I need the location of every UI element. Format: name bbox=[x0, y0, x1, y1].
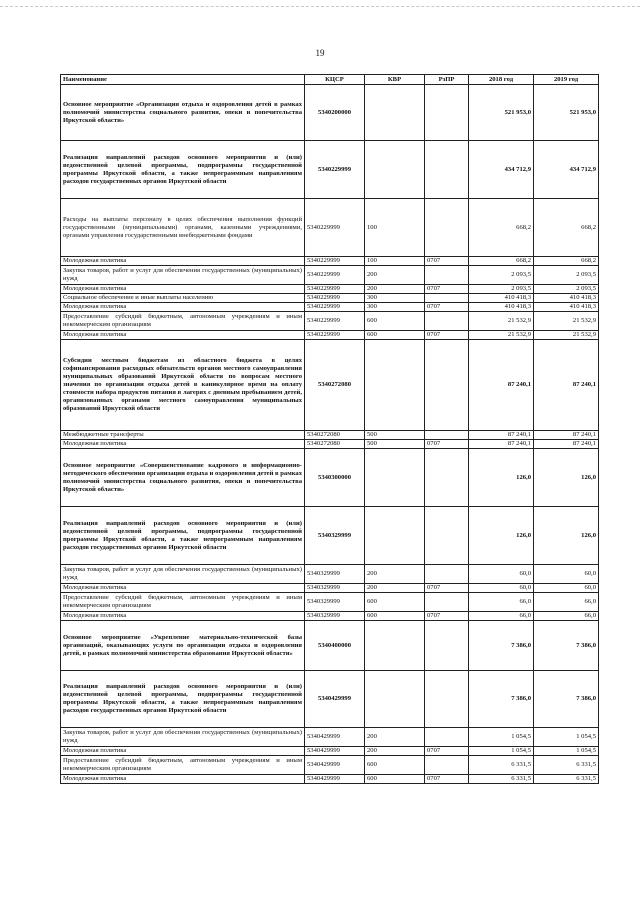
row-amount-2018: 66,0 bbox=[469, 593, 534, 612]
table-row bbox=[61, 565, 599, 584]
row-amount-2019: 60,0 bbox=[534, 584, 599, 593]
row-rzpr bbox=[425, 507, 469, 565]
row-rzpr bbox=[425, 565, 469, 584]
row-kvr: 200 bbox=[365, 584, 425, 593]
row-amount-2019: 60,0 bbox=[534, 565, 599, 584]
row-name: Закупка товаров, работ и услуг для обеспечения государственных (муниципальных) нужд bbox=[61, 565, 305, 584]
row-amount-2018: 7 386,0 bbox=[469, 621, 534, 671]
table-row bbox=[61, 312, 599, 331]
row-kcsr: 5340229999 bbox=[305, 257, 365, 266]
row-amount-2018: 87 240,1 bbox=[469, 440, 534, 449]
row-rzpr: 0707 bbox=[425, 331, 469, 340]
row-kcsr: 5340429999 bbox=[305, 728, 365, 747]
row-amount-2018: 126,0 bbox=[469, 507, 534, 565]
row-kcsr: 5340272080 bbox=[305, 440, 365, 449]
row-rzpr bbox=[425, 312, 469, 331]
row-name: Молодежная политика bbox=[61, 612, 305, 621]
row-rzpr bbox=[425, 85, 469, 141]
row-kvr: 600 bbox=[365, 756, 425, 775]
row-kcsr: 5340300000 bbox=[305, 449, 365, 507]
row-amount-2018: 668,2 bbox=[469, 199, 534, 257]
table-row bbox=[61, 671, 599, 728]
row-amount-2018: 7 386,0 bbox=[469, 671, 534, 728]
row-kcsr: 5340429999 bbox=[305, 756, 365, 775]
table-row bbox=[61, 257, 599, 266]
row-name: Основное мероприятие «Укрепление материально-технической базы организаций, оказывающих услуги по организации отдыха и оздоровления детей, в рамках полномочий министерства образования Иркутской области» bbox=[61, 621, 305, 671]
row-name: Реализация направлений расходов основного мероприятия и (или) ведомственной целевой программы, подпрограммы государственной программы Иркутской области, а также непрограммным направлениям расходов государственных органов Иркутской области bbox=[61, 507, 305, 565]
row-rzpr bbox=[425, 756, 469, 775]
row-kcsr: 5340229999 bbox=[305, 199, 365, 257]
column-header-rzpr: РзПР bbox=[425, 75, 469, 85]
row-kcsr: 5340229999 bbox=[305, 285, 365, 294]
row-kcsr: 5340200000 bbox=[305, 85, 365, 141]
row-kcsr: 5340429999 bbox=[305, 775, 365, 784]
row-rzpr: 0707 bbox=[425, 747, 469, 756]
row-kcsr: 5340229999 bbox=[305, 141, 365, 199]
row-name: Предоставление субсидий бюджетным, автономным учреждениям и иным некоммерческим организациям bbox=[61, 312, 305, 331]
row-kvr: 200 bbox=[365, 728, 425, 747]
row-kcsr: 5340329999 bbox=[305, 612, 365, 621]
row-amount-2018: 410 418,3 bbox=[469, 294, 534, 303]
row-rzpr: 0707 bbox=[425, 612, 469, 621]
table-row bbox=[61, 285, 599, 294]
row-rzpr bbox=[425, 431, 469, 440]
table-row bbox=[61, 85, 599, 141]
row-amount-2019: 6 331,5 bbox=[534, 775, 599, 784]
row-amount-2019: 126,0 bbox=[534, 507, 599, 565]
row-amount-2018: 60,0 bbox=[469, 584, 534, 593]
budget-table bbox=[60, 74, 599, 784]
row-kvr: 200 bbox=[365, 266, 425, 285]
row-rzpr bbox=[425, 593, 469, 612]
row-amount-2019: 1 054,5 bbox=[534, 747, 599, 756]
table-row bbox=[61, 593, 599, 612]
row-kcsr: 5340329999 bbox=[305, 565, 365, 584]
page-number: 19 bbox=[315, 48, 325, 58]
row-name: Предоставление субсидий бюджетным, автономным учреждениям и иным некоммерческим организациям bbox=[61, 756, 305, 775]
row-name: Молодежная политика bbox=[61, 440, 305, 449]
row-kvr bbox=[365, 141, 425, 199]
row-rzpr bbox=[425, 141, 469, 199]
column-header-2018: 2018 год bbox=[469, 75, 534, 85]
row-rzpr: 0707 bbox=[425, 584, 469, 593]
table-row bbox=[61, 747, 599, 756]
row-name: Предоставление субсидий бюджетным, автономным учреждениям и иным некоммерческим организациям bbox=[61, 593, 305, 612]
row-kvr: 300 bbox=[365, 303, 425, 312]
row-amount-2019: 66,0 bbox=[534, 593, 599, 612]
table-row bbox=[61, 775, 599, 784]
row-rzpr: 0707 bbox=[425, 303, 469, 312]
row-kvr: 600 bbox=[365, 612, 425, 621]
row-rzpr bbox=[425, 728, 469, 747]
table-row bbox=[61, 621, 599, 671]
row-kvr: 100 bbox=[365, 199, 425, 257]
row-name: Молодежная политика bbox=[61, 747, 305, 756]
row-amount-2019: 87 240,1 bbox=[534, 440, 599, 449]
row-amount-2019: 21 532,9 bbox=[534, 312, 599, 331]
row-kvr: 200 bbox=[365, 565, 425, 584]
table-row bbox=[61, 199, 599, 257]
row-name: Основное мероприятие «Организация отдыха и оздоровления детей в рамках полномочий министерства социального развития, опеки и попечительства Иркутской области» bbox=[61, 85, 305, 141]
row-amount-2019: 1 054,5 bbox=[534, 728, 599, 747]
column-header-kcsr: КЦСР bbox=[305, 75, 365, 85]
row-amount-2018: 66,0 bbox=[469, 612, 534, 621]
column-header-kvr: КВР bbox=[365, 75, 425, 85]
row-kvr bbox=[365, 449, 425, 507]
row-amount-2018: 668,2 bbox=[469, 257, 534, 266]
scan-top-edge bbox=[0, 6, 640, 7]
row-amount-2018: 1 054,5 bbox=[469, 747, 534, 756]
row-name: Реализация направлений расходов основного мероприятия и (или) ведомственной целевой программы, подпрограммы государственной программы Иркутской области, а также непрограммным направлениям расходов государственных органов Иркутской области bbox=[61, 141, 305, 199]
row-kcsr: 5340429999 bbox=[305, 747, 365, 756]
row-name: Основное мероприятие «Совершенствование кадрового и информационно-методического обеспечения организации отдыха и оздоровления детей в рамках полномочий министерства социального развития, опеки и попечительства Иркутской области» bbox=[61, 449, 305, 507]
row-amount-2018: 6 331,5 bbox=[469, 756, 534, 775]
table-row bbox=[61, 340, 599, 431]
row-name: Молодежная политика bbox=[61, 584, 305, 593]
row-amount-2019: 87 240,1 bbox=[534, 431, 599, 440]
row-name: Молодежная политика bbox=[61, 775, 305, 784]
table-row bbox=[61, 431, 599, 440]
row-rzpr bbox=[425, 340, 469, 431]
row-kcsr: 5340329999 bbox=[305, 584, 365, 593]
row-amount-2018: 126,0 bbox=[469, 449, 534, 507]
row-amount-2018: 21 532,9 bbox=[469, 312, 534, 331]
table-row bbox=[61, 331, 599, 340]
table-header-row bbox=[61, 75, 599, 85]
row-name: Межбюджетные трансферты bbox=[61, 431, 305, 440]
row-amount-2019: 434 712,9 bbox=[534, 141, 599, 199]
row-amount-2018: 87 240,1 bbox=[469, 340, 534, 431]
row-kvr: 300 bbox=[365, 294, 425, 303]
row-amount-2019: 668,2 bbox=[534, 257, 599, 266]
table-row bbox=[61, 266, 599, 285]
row-kvr: 200 bbox=[365, 285, 425, 294]
row-amount-2018: 6 331,5 bbox=[469, 775, 534, 784]
row-amount-2019: 521 953,0 bbox=[534, 85, 599, 141]
row-amount-2019: 87 240,1 bbox=[534, 340, 599, 431]
row-rzpr bbox=[425, 621, 469, 671]
row-rzpr: 0707 bbox=[425, 285, 469, 294]
row-amount-2018: 60,0 bbox=[469, 565, 534, 584]
row-kvr bbox=[365, 340, 425, 431]
row-amount-2019: 6 331,5 bbox=[534, 756, 599, 775]
row-kvr bbox=[365, 621, 425, 671]
table-row bbox=[61, 584, 599, 593]
row-kvr: 500 bbox=[365, 431, 425, 440]
row-name: Социальное обеспечение и иные выплаты населению bbox=[61, 294, 305, 303]
row-name: Молодежная политика bbox=[61, 331, 305, 340]
row-name: Закупка товаров, работ и услуг для обеспечения государственных (муниципальных) нужд bbox=[61, 266, 305, 285]
row-rzpr: 0707 bbox=[425, 775, 469, 784]
row-kvr: 100 bbox=[365, 257, 425, 266]
row-kvr: 600 bbox=[365, 312, 425, 331]
row-kcsr: 5340272080 bbox=[305, 340, 365, 431]
row-name: Молодежная политика bbox=[61, 303, 305, 312]
row-kcsr: 5340429999 bbox=[305, 671, 365, 728]
row-amount-2019: 2 093,5 bbox=[534, 266, 599, 285]
row-amount-2019: 126,0 bbox=[534, 449, 599, 507]
table-row bbox=[61, 756, 599, 775]
row-kvr bbox=[365, 85, 425, 141]
column-header-2019: 2019 год bbox=[534, 75, 599, 85]
row-amount-2018: 2 093,5 bbox=[469, 285, 534, 294]
row-rzpr: 0707 bbox=[425, 440, 469, 449]
row-kcsr: 5340229999 bbox=[305, 303, 365, 312]
row-rzpr bbox=[425, 266, 469, 285]
row-amount-2019: 7 386,0 bbox=[534, 671, 599, 728]
row-kvr: 200 bbox=[365, 747, 425, 756]
row-rzpr bbox=[425, 199, 469, 257]
row-rzpr bbox=[425, 294, 469, 303]
row-name: Молодежная политика bbox=[61, 285, 305, 294]
row-amount-2019: 410 418,3 bbox=[534, 303, 599, 312]
table-row bbox=[61, 612, 599, 621]
table-row bbox=[61, 303, 599, 312]
table-row bbox=[61, 449, 599, 507]
row-amount-2018: 521 953,0 bbox=[469, 85, 534, 141]
row-amount-2019: 66,0 bbox=[534, 612, 599, 621]
row-amount-2019: 668,2 bbox=[534, 199, 599, 257]
row-amount-2018: 410 418,3 bbox=[469, 303, 534, 312]
row-rzpr: 0707 bbox=[425, 257, 469, 266]
row-kcsr: 5340229999 bbox=[305, 312, 365, 331]
table-row bbox=[61, 141, 599, 199]
row-amount-2019: 21 532,9 bbox=[534, 331, 599, 340]
row-kcsr: 5340229999 bbox=[305, 331, 365, 340]
row-rzpr bbox=[425, 449, 469, 507]
row-amount-2018: 2 093,5 bbox=[469, 266, 534, 285]
table-row bbox=[61, 728, 599, 747]
row-kvr bbox=[365, 671, 425, 728]
row-name: Реализация направлений расходов основного мероприятия и (или) ведомственной целевой программы, подпрограммы государственной программы Иркутской области, а также непрограммным направлениям расходов государственных органов Иркутской области bbox=[61, 671, 305, 728]
row-amount-2019: 410 418,3 bbox=[534, 294, 599, 303]
row-amount-2018: 21 532,9 bbox=[469, 331, 534, 340]
row-name: Субсидии местным бюджетам из областного бюджета в целях софинансирования расходных обязательств органов местного самоуправления муниципальных образований Иркутской области по вопросам местного значения по организации отдыха детей в каникулярное время на оплату стоимости набора продуктов питания в лагерях с дневным пребыванием детей, организованных органами местного самоуправления муниципальных образований Иркутской области bbox=[61, 340, 305, 431]
row-kvr: 600 bbox=[365, 775, 425, 784]
row-kvr bbox=[365, 507, 425, 565]
column-header-name: Наименование bbox=[61, 75, 305, 85]
row-name: Закупка товаров, работ и услуг для обеспечения государственных (муниципальных) нужд bbox=[61, 728, 305, 747]
row-amount-2019: 7 386,0 bbox=[534, 621, 599, 671]
table-row bbox=[61, 440, 599, 449]
row-kcsr: 5340400000 bbox=[305, 621, 365, 671]
table-row bbox=[61, 507, 599, 565]
table-body bbox=[61, 85, 599, 784]
row-kcsr: 5340329999 bbox=[305, 507, 365, 565]
row-amount-2018: 1 054,5 bbox=[469, 728, 534, 747]
row-name: Молодежная политика bbox=[61, 257, 305, 266]
row-amount-2018: 434 712,9 bbox=[469, 141, 534, 199]
row-kvr: 500 bbox=[365, 440, 425, 449]
row-kcsr: 5340229999 bbox=[305, 294, 365, 303]
row-rzpr bbox=[425, 671, 469, 728]
row-kvr: 600 bbox=[365, 331, 425, 340]
row-amount-2019: 2 093,5 bbox=[534, 285, 599, 294]
row-amount-2018: 87 240,1 bbox=[469, 431, 534, 440]
row-name: Расходы на выплаты персоналу в целях обеспечения выполнения функций государственными (муниципальными) органами, казенными учреждениями, органами управления государственными внебюджетными фондами bbox=[61, 199, 305, 257]
row-kcsr: 5340329999 bbox=[305, 593, 365, 612]
row-kcsr: 5340229999 bbox=[305, 266, 365, 285]
row-kcsr: 5340272080 bbox=[305, 431, 365, 440]
table-row bbox=[61, 294, 599, 303]
row-kvr: 600 bbox=[365, 593, 425, 612]
